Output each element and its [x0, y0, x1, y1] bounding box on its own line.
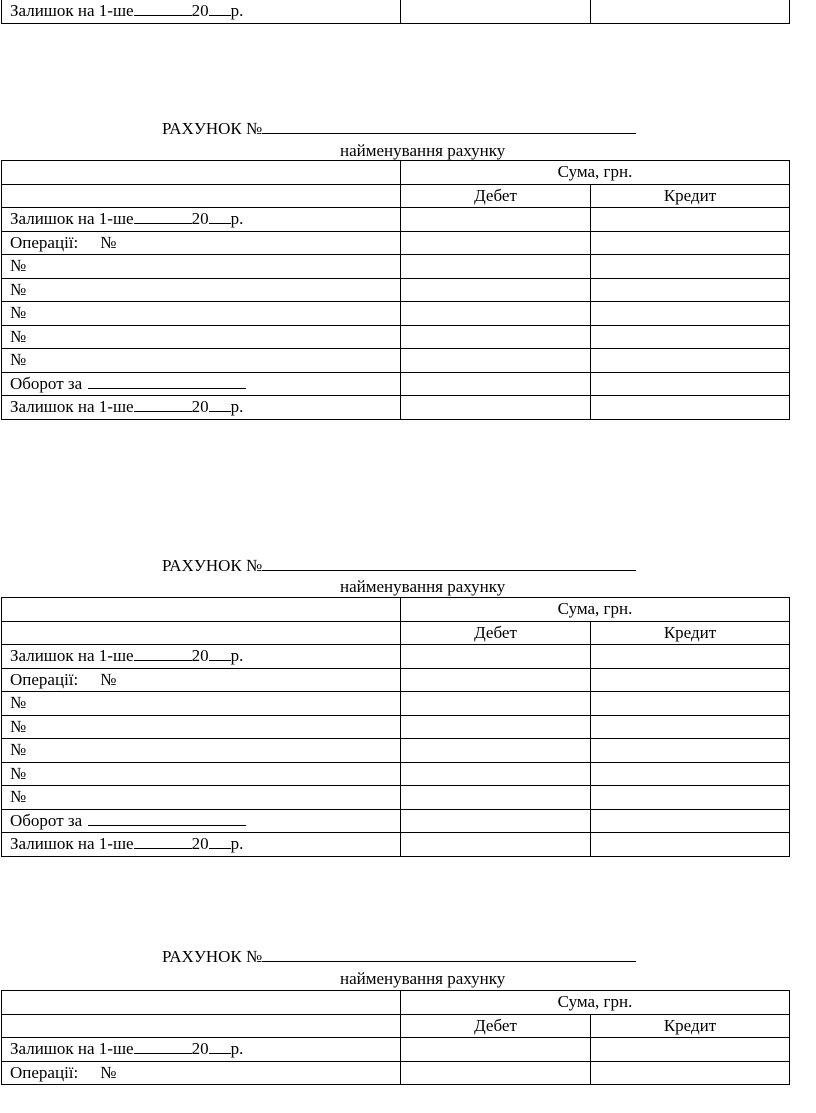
table-row	[2, 302, 790, 326]
table-row	[2, 1038, 790, 1062]
credit-cell[interactable]	[591, 786, 790, 810]
account-table	[1, 597, 790, 857]
table-row	[2, 278, 790, 302]
table-row	[2, 598, 790, 622]
sum-header: Сума, грн.	[401, 598, 790, 622]
table-row	[2, 645, 790, 669]
credit-cell[interactable]	[591, 1038, 790, 1062]
table-row	[2, 991, 790, 1015]
operation-number-cell: №	[2, 325, 401, 349]
table-row	[2, 372, 790, 396]
credit-cell[interactable]	[591, 833, 790, 857]
table-row	[2, 833, 790, 857]
top-fragment-table	[1, 0, 790, 24]
debit-cell[interactable]	[401, 231, 591, 255]
table-row	[2, 325, 790, 349]
account-title: РАХУНОК №	[162, 554, 636, 576]
debit-cell[interactable]	[401, 739, 591, 763]
account-subtitle: найменування рахунку	[340, 577, 506, 596]
credit-cell[interactable]	[591, 396, 790, 420]
opening-balance-cell: Залишок на 1-ше 20 р.	[2, 0, 401, 23]
account-number-line[interactable]	[262, 945, 636, 962]
operations-cell: Операції: №	[2, 231, 401, 255]
credit-cell[interactable]	[591, 0, 790, 23]
turnover-cell: Оборот за	[2, 809, 401, 833]
operation-number-cell: №	[2, 302, 401, 326]
opening-balance-cell: Залишок на 1-ше 20 р.	[2, 208, 401, 232]
debit-cell[interactable]	[401, 325, 591, 349]
closing-balance-cell: Залишок на 1-ше 20 р.	[2, 396, 401, 420]
account-subtitle: найменування рахунку	[340, 141, 506, 160]
table-row	[2, 621, 790, 645]
debit-cell[interactable]	[401, 1038, 591, 1062]
table-row	[2, 1061, 790, 1085]
debit-cell[interactable]	[401, 786, 591, 810]
table-row	[2, 1014, 790, 1038]
operation-number-cell: №	[2, 739, 401, 763]
credit-cell[interactable]	[591, 372, 790, 396]
closing-balance-cell: Залишок на 1-ше 20 р.	[2, 833, 401, 857]
table-row	[2, 739, 790, 763]
table-row	[2, 715, 790, 739]
turnover-cell: Оборот за	[2, 372, 401, 396]
opening-balance-cell: Залишок на 1-ше 20 р.	[2, 645, 401, 669]
credit-cell[interactable]	[591, 715, 790, 739]
credit-cell[interactable]	[591, 692, 790, 716]
operations-cell: Операції: №	[2, 668, 401, 692]
debit-cell[interactable]	[401, 372, 591, 396]
account-title: РАХУНОК №	[162, 117, 636, 139]
operation-number-cell: №	[2, 349, 401, 373]
debit-header: Дебет	[401, 184, 591, 208]
debit-cell[interactable]	[401, 645, 591, 669]
table-row	[2, 184, 790, 208]
credit-cell[interactable]	[591, 739, 790, 763]
debit-cell[interactable]	[401, 396, 591, 420]
operation-number-cell: №	[2, 715, 401, 739]
credit-cell[interactable]	[591, 302, 790, 326]
debit-cell[interactable]	[401, 809, 591, 833]
debit-header: Дебет	[401, 621, 591, 645]
debit-cell[interactable]	[401, 349, 591, 373]
account-number-line[interactable]	[262, 554, 636, 571]
credit-cell[interactable]	[591, 809, 790, 833]
operation-number-cell: №	[2, 278, 401, 302]
credit-cell[interactable]	[591, 255, 790, 279]
credit-cell[interactable]	[591, 762, 790, 786]
table-row	[2, 161, 790, 185]
debit-cell[interactable]	[401, 208, 591, 232]
sum-header: Сума, грн.	[401, 161, 790, 185]
table-row	[2, 762, 790, 786]
account-table	[1, 990, 790, 1085]
debit-cell[interactable]	[401, 715, 591, 739]
debit-cell[interactable]	[401, 668, 591, 692]
credit-cell[interactable]	[591, 278, 790, 302]
debit-cell[interactable]	[401, 278, 591, 302]
credit-cell[interactable]	[591, 231, 790, 255]
credit-cell[interactable]	[591, 349, 790, 373]
table-row	[2, 809, 790, 833]
operations-cell: Операції: №	[2, 1061, 401, 1085]
table-row	[2, 396, 790, 420]
table-row	[2, 668, 790, 692]
operation-number-cell: №	[2, 255, 401, 279]
table-row	[2, 255, 790, 279]
debit-cell[interactable]	[401, 255, 591, 279]
account-table	[1, 160, 790, 420]
debit-cell[interactable]	[401, 0, 591, 23]
credit-cell[interactable]	[591, 1061, 790, 1085]
account-title: РАХУНОК №	[162, 945, 636, 967]
account-subtitle: найменування рахунку	[340, 969, 506, 988]
table-row	[2, 349, 790, 373]
debit-header: Дебет	[401, 1014, 591, 1038]
table-row	[2, 692, 790, 716]
credit-cell[interactable]	[591, 208, 790, 232]
credit-header: Кредит	[591, 184, 790, 208]
table-row	[2, 208, 790, 232]
credit-header: Кредит	[591, 621, 790, 645]
debit-cell[interactable]	[401, 1061, 591, 1085]
debit-cell[interactable]	[401, 833, 591, 857]
sum-header: Сума, грн.	[401, 991, 790, 1015]
opening-balance-cell: Залишок на 1-ше 20 р.	[2, 1038, 401, 1062]
credit-header: Кредит	[591, 1014, 790, 1038]
table-row	[2, 786, 790, 810]
debit-cell[interactable]	[401, 692, 591, 716]
table-row	[2, 231, 790, 255]
credit-cell[interactable]	[591, 325, 790, 349]
operation-number-cell: №	[2, 786, 401, 810]
debit-cell[interactable]	[401, 762, 591, 786]
operation-number-cell: №	[2, 692, 401, 716]
credit-cell[interactable]	[591, 645, 790, 669]
credit-cell[interactable]	[591, 668, 790, 692]
operation-number-cell: №	[2, 762, 401, 786]
debit-cell[interactable]	[401, 302, 591, 326]
table-row	[2, 0, 790, 23]
account-number-line[interactable]	[262, 117, 636, 134]
